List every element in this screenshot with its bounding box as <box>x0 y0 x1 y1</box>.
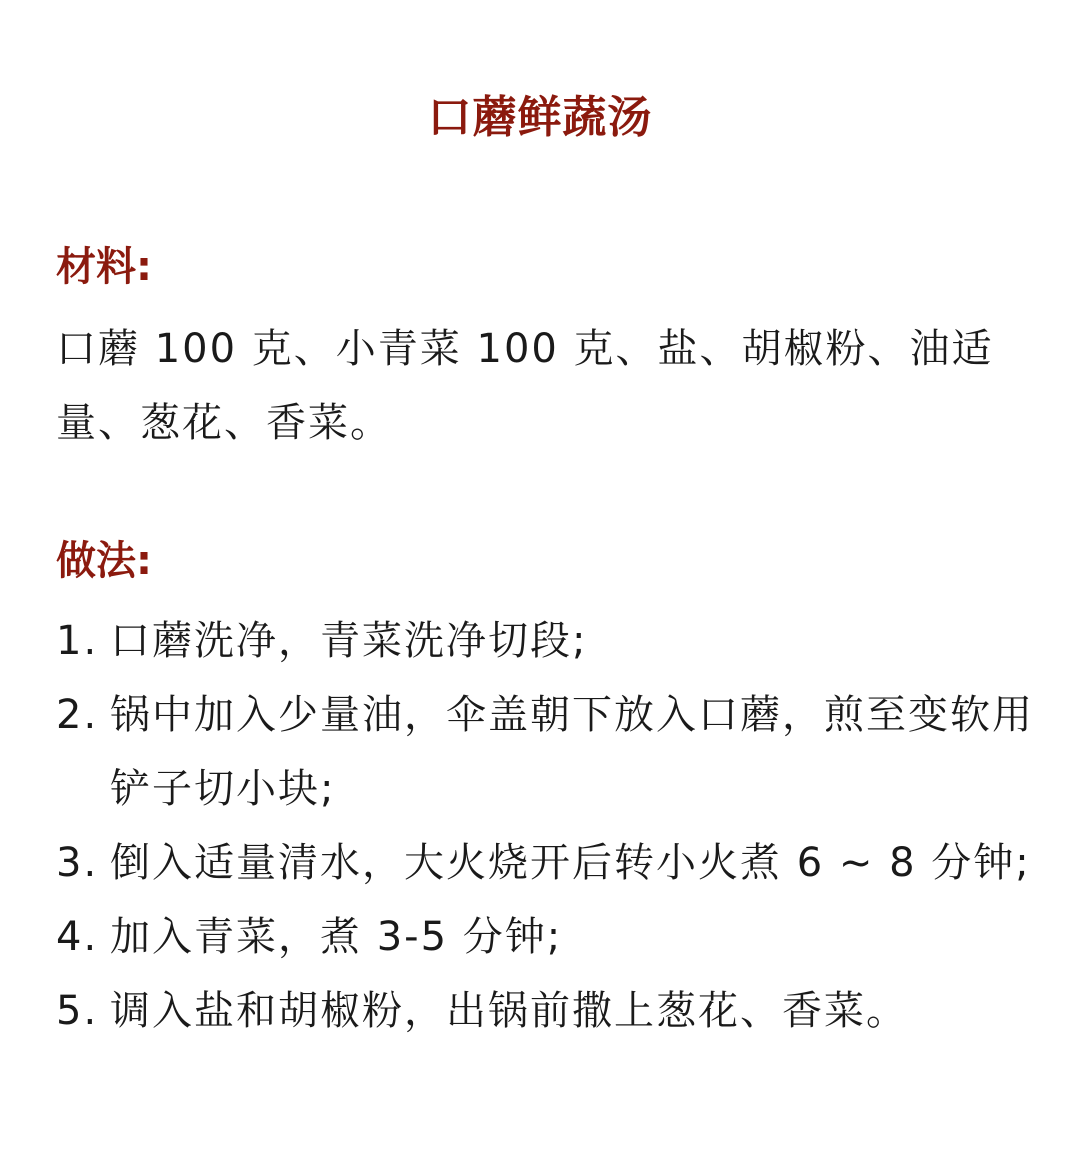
materials-heading: 材料: <box>56 244 152 290</box>
step-item <box>56 826 1036 900</box>
step-number: 2. <box>56 692 99 738</box>
step-text: 加入青菜，煮 3-5 分钟; <box>110 914 563 960</box>
step-text: 锅中加入少量油，伞盖朝下放入口蘑，煎至变软用铲子切小块; <box>110 692 1034 812</box>
step-text: 倒入适量清水，大火烧开后转小火煮 6 ~ 8 分钟; <box>110 840 1031 886</box>
method-heading: 做法: <box>56 538 152 584</box>
page-title: 口蘑鲜蔬汤 <box>427 92 653 143</box>
step-text: 调入盐和胡椒粉，出锅前撒上葱花、香菜。 <box>110 988 908 1034</box>
step-item <box>56 900 1036 974</box>
step-text: 口蘑洗净，青菜洗净切段; <box>110 618 588 664</box>
step-number: 4. <box>56 914 99 960</box>
step-item <box>56 604 1036 678</box>
step-item <box>56 974 1036 1048</box>
steps-list <box>56 604 1036 1048</box>
materials-list: 口蘑 100 克、小青菜 100 克、盐、胡椒粉、油适量、葱花、香菜。 <box>56 326 994 446</box>
step-number: 5. <box>56 988 99 1034</box>
step-number: 3. <box>56 840 99 886</box>
step-item <box>56 678 1036 826</box>
step-number: 1. <box>56 618 99 664</box>
